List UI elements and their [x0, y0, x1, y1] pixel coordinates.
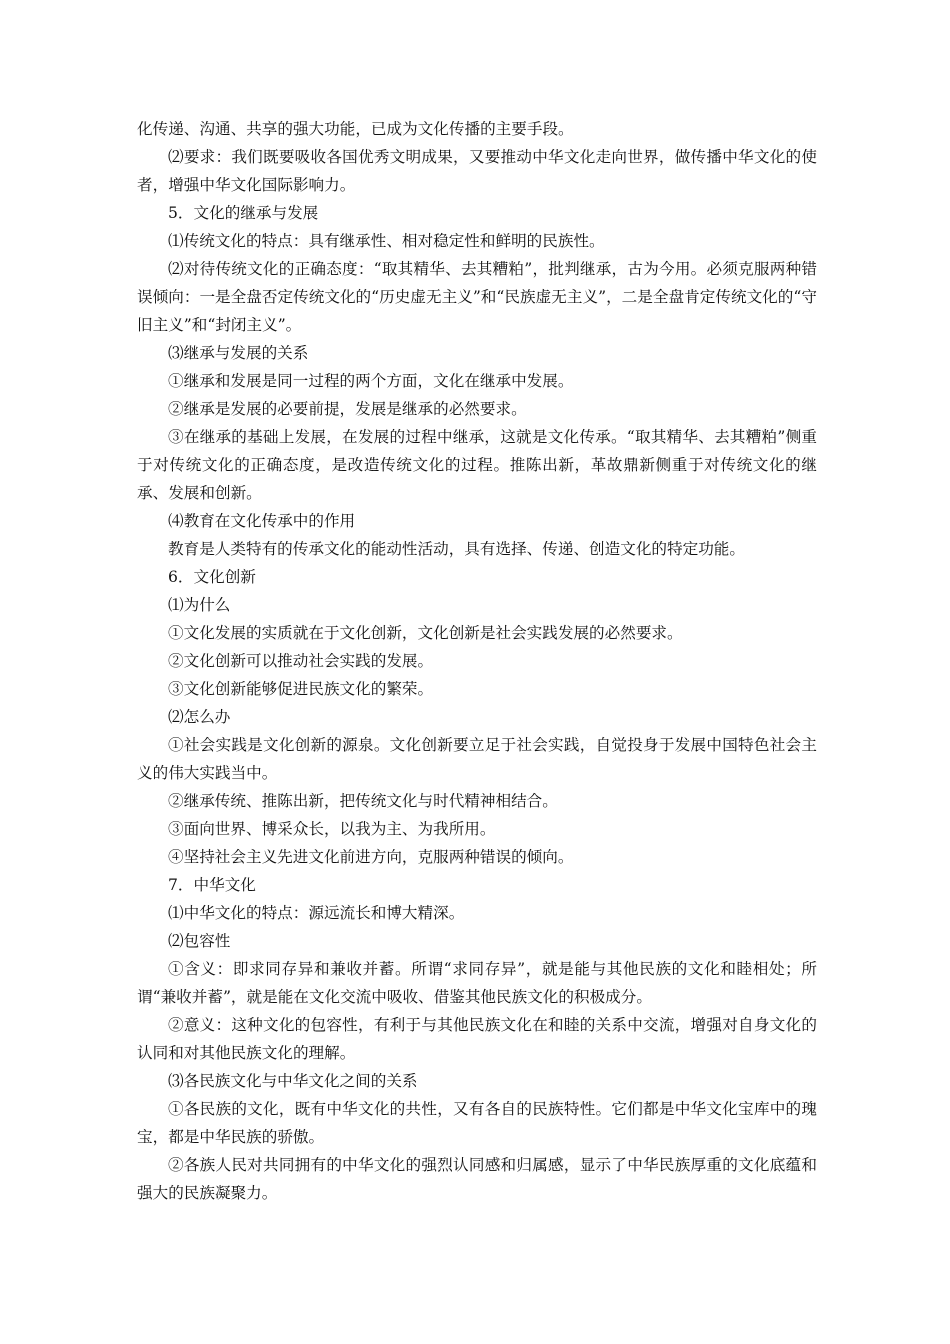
- section-heading: 7．中华文化: [168, 876, 256, 894]
- list-item: ①社会实践是文化创新的源泉。文化创新要立足于社会实践，自觉投身于发展中国特色社会主义的伟大实践当中。: [137, 736, 817, 782]
- subsection-heading: ⑴为什么: [168, 596, 231, 614]
- subsection-heading: ⑵怎么办: [168, 708, 231, 726]
- list-item: ③在继承的基础上发展，在发展的过程中继承，这就是文化传承。“取其精华、去其糟粕”侧重于对传统文化的正确态度，是改造传统文化的过程。推陈出新，革故鼎新侧重于对传统文化的继承、发展和创新。: [137, 428, 817, 502]
- list-item: ①继承和发展是同一过程的两个方面，文化在继承中发展。: [168, 372, 574, 390]
- paragraph: ⑵对待传统文化的正确态度：“取其精华、去其糟粕”，批判继承，古为今用。必须克服两种错误倾向：一是全盘否定传统文化的“历史虚无主义”和“民族虚无主义”，二是全盘肯定传统文化的“守旧主义”和“封闭主义”。: [137, 260, 817, 334]
- paragraph: ⑴中华文化的特点：源远流长和博大精深。: [168, 904, 465, 922]
- subsection-heading: ⑶各民族文化与中华文化之间的关系: [168, 1072, 418, 1090]
- list-item: ③文化创新能够促进民族文化的繁荣。: [168, 680, 434, 698]
- paragraph: ⑴传统文化的特点：具有继承性、相对稳定性和鲜明的民族性。: [168, 232, 605, 250]
- list-item: ②意义：这种文化的包容性，有利于与其他民族文化在和睦的关系中交流，增强对自身文化的认同和对其他民族文化的理解。: [137, 1016, 817, 1062]
- list-item: ①文化发展的实质就在于文化创新，文化创新是社会实践发展的必然要求。: [168, 624, 683, 642]
- section-heading: 6．文化创新: [168, 568, 256, 586]
- subsection-heading: ⑷教育在文化传承中的作用: [168, 512, 356, 530]
- list-item: ②文化创新可以推动社会实践的发展。: [168, 652, 434, 670]
- list-item: ②继承是发展的必要前提，发展是继承的必然要求。: [168, 400, 527, 418]
- paragraph: 化传递、沟通、共享的强大功能，已成为文化传播的主要手段。: [137, 120, 574, 138]
- list-item: ④坚持社会主义先进文化前进方向，克服两种错误的倾向。: [168, 848, 574, 866]
- list-item: ①各民族的文化，既有中华文化的共性，又有各自的民族特性。它们都是中华文化宝库中的瑰宝，都是中华民族的骄傲。: [137, 1100, 817, 1146]
- list-item: ③面向世界、博采众长，以我为主、为我所用。: [168, 820, 496, 838]
- paragraph: ⑵要求：我们既要吸收各国优秀文明成果，又要推动中华文化走向世界，做传播中华文化的使者，增强中华文化国际影响力。: [137, 148, 817, 194]
- document-body: [137, 115, 817, 1207]
- section-heading: 5．文化的继承与发展: [168, 204, 319, 222]
- subsection-heading: ⑵包容性: [168, 932, 231, 950]
- subsection-heading: ⑶继承与发展的关系: [168, 344, 309, 362]
- list-item: ②继承传统、推陈出新，把传统文化与时代精神相结合。: [168, 792, 558, 810]
- list-item: ①含义：即求同存异和兼收并蓄。所谓“求同存异”，就是能与其他民族的文化和睦相处；所谓“兼收并蓄”，就是能在文化交流中吸收、借鉴其他民族文化的积极成分。: [137, 960, 817, 1006]
- list-item: ②各族人民对共同拥有的中华文化的强烈认同感和归属感，显示了中华民族厚重的文化底蕴和强大的民族凝聚力。: [137, 1156, 817, 1202]
- paragraph: 教育是人类特有的传承文化的能动性活动，具有选择、传递、创造文化的特定功能。: [168, 540, 745, 558]
